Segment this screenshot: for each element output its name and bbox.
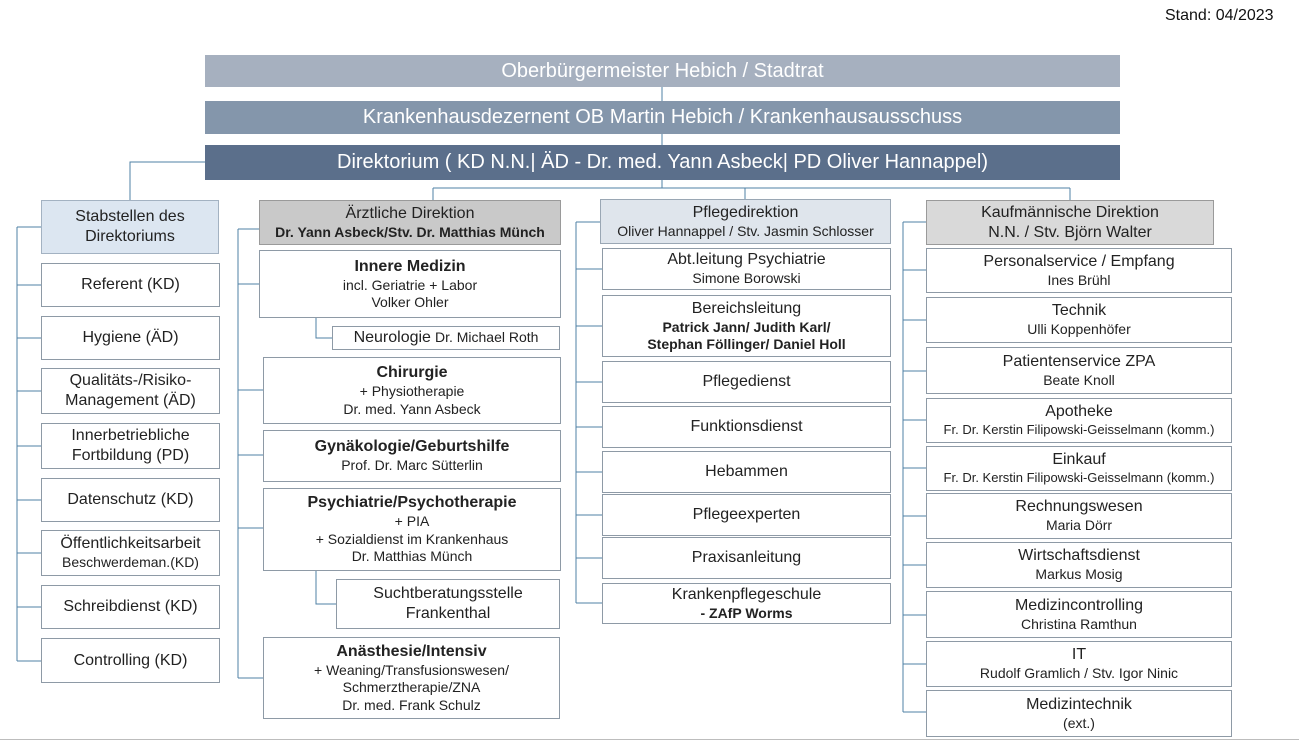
staff-referent — [41, 263, 220, 307]
nursing-midwives — [602, 451, 891, 493]
connector-board-staff — [130, 162, 205, 200]
staff-writing — [41, 585, 220, 629]
staff-item-label: Schreibdienst (KD) — [63, 598, 198, 615]
dept-line: Volker Ohler — [371, 294, 449, 310]
commercial-item-title: Einkauf — [1052, 451, 1106, 469]
dept-line: Suchtberatungsstelle — [373, 585, 523, 602]
dept-neurology — [332, 326, 560, 350]
nursing-header — [600, 199, 891, 244]
dept-title: Gynäkologie/Geburtshilfe — [314, 438, 510, 456]
staff-item-label: Management (ÄD) — [65, 392, 196, 409]
commercial-item-name: (ext.) — [1063, 714, 1095, 731]
dept-line: incl. Geriatrie + Labor — [342, 276, 478, 293]
dept-gynecology — [263, 430, 561, 482]
staff-quality — [41, 368, 220, 414]
commercial-item-title: Patientenservice ZPA — [1002, 352, 1156, 370]
dept-line: + Physiotherapie — [359, 383, 465, 399]
nursing-psychiatry-lead — [602, 248, 891, 290]
staff-header-line: Direktoriums — [85, 228, 175, 245]
staff-hygiene — [41, 316, 220, 360]
staff-item-label: Fortbildung (PD) — [71, 447, 190, 464]
commercial-item-name: Maria Dörr — [1045, 517, 1113, 534]
commercial-item-name: Rudolf Gramlich / Stv. Igor Ninic — [979, 665, 1179, 682]
staff-training — [41, 423, 220, 469]
staff-item-label: Beschwerdeman.(KD) — [62, 554, 199, 571]
nursing-item-name: - ZAfP Worms — [700, 604, 793, 621]
commercial-item-title: Personalservice / Empfang — [983, 252, 1175, 270]
medical-header — [259, 200, 561, 245]
dept-line: Dr. Michael Roth — [434, 329, 539, 346]
nursing-experts — [602, 494, 891, 536]
nursing-item-title: Praxisanleitung — [691, 549, 802, 566]
staff-header — [41, 200, 219, 254]
dept-internal-medicine — [259, 250, 561, 318]
commercial-item-title: Medizintechnik — [1026, 695, 1132, 713]
dept-anesthesia — [263, 637, 560, 719]
commercial-technology — [926, 297, 1232, 343]
connector-neurology — [316, 318, 332, 338]
staff-item-label: Datenschutz (KD) — [67, 491, 194, 508]
dept-line: + Weaning/Transfusionswesen/ — [314, 661, 509, 678]
dept-line: Schmerztherapie/ZNA — [342, 679, 481, 696]
dept-title: Neurologie — [353, 329, 431, 346]
dept-title: Anästhesie/Intensiv — [336, 642, 487, 660]
nursing-item-name: Patrick Jann/ Judith Karl/ — [662, 318, 831, 335]
commercial-medical-controlling — [926, 591, 1232, 638]
nursing-functional-service — [602, 406, 891, 448]
nursing-item-title: Pflegedienst — [702, 373, 791, 390]
commercial-medical-technology — [926, 690, 1232, 737]
dept-line: Dr. Matthias Münch — [351, 548, 473, 565]
commercial-item-name: Fr. Dr. Kerstin Filipowski-Geisselmann (komm.) — [943, 470, 1215, 486]
connector-addiction — [316, 571, 336, 604]
commercial-item-name: Ulli Koppenhöfer — [1027, 321, 1131, 338]
dept-line: + Sozialdienst im Krankenhaus — [315, 530, 509, 547]
commercial-item-title: Wirtschaftsdienst — [1018, 547, 1140, 565]
commercial-item-name: Christina Ramthun — [1021, 615, 1137, 632]
commercial-item-name: Ines Brühl — [1047, 271, 1111, 288]
staff-item-label: Qualitäts-/Risiko- — [69, 372, 192, 389]
medical-title: Ärztliche Direktion — [345, 204, 475, 222]
nursing-item-name: Simone Borowski — [692, 270, 801, 287]
commercial-purchasing — [926, 446, 1232, 491]
nursing-item-title: Bereichsleitung — [691, 299, 802, 317]
staff-item-label: Innerbetriebliche — [71, 427, 190, 444]
commercial-title: Kaufmännische Direktion — [981, 203, 1159, 221]
staff-header-line: Stabstellen des — [75, 208, 185, 225]
dept-surgery — [263, 357, 561, 424]
commercial-item-name: Fr. Dr. Kerstin Filipowski-Geisselmann (komm.) — [943, 422, 1215, 438]
dept-psychiatry — [263, 488, 561, 571]
commercial-item-title: IT — [1071, 646, 1087, 664]
commercial-personnel — [926, 248, 1232, 293]
staff-item-label: Öffentlichkeitsarbeit — [60, 535, 201, 553]
bottom-rule — [0, 739, 1299, 740]
nursing-school — [602, 583, 891, 624]
board-bar: Direktorium ( KD N.N.| ÄD - Dr. med. Yann Asbeck| PD Oliver Hannappel) — [205, 145, 1120, 180]
nursing-item-title: Funktionsdienst — [690, 418, 803, 435]
dept-addiction-counseling — [336, 579, 560, 629]
staff-item-label: Hygiene (ÄD) — [82, 329, 179, 346]
commercial-subtitle: N.N. / Stv. Björn Walter — [988, 223, 1152, 241]
nursing-item-title: Abt.leitung Psychiatrie — [667, 251, 826, 269]
nursing-area-lead — [602, 295, 891, 357]
commercial-item-name: Beate Knoll — [1043, 371, 1115, 388]
dept-title: Innere Medizin — [354, 257, 466, 275]
commercial-item-title: Technik — [1051, 302, 1107, 320]
medical-subtitle: Dr. Yann Asbeck/Stv. Dr. Matthias Münch — [275, 223, 545, 240]
commercial-item-title: Rechnungswesen — [1015, 498, 1143, 516]
dept-line: + PIA — [394, 513, 430, 530]
staff-item-label: Controlling (KD) — [73, 651, 188, 669]
nursing-item-title: Pflegeexperten — [692, 506, 801, 523]
commercial-economic-service — [926, 542, 1232, 588]
commercial-item-title: Apotheke — [1045, 403, 1113, 421]
department-bar: Krankenhausdezernent OB Martin Hebich / Krankenhausausschuss — [205, 101, 1120, 134]
nursing-subtitle: Oliver Hannappel / Stv. Jasmin Schlosser — [617, 222, 874, 239]
commercial-pharmacy — [926, 398, 1232, 443]
nursing-item-title: Hebammen — [705, 463, 788, 480]
mayor-bar: Oberbürgermeister Hebich / Stadtrat — [205, 55, 1120, 87]
nursing-title: Pflegedirektion — [692, 203, 799, 221]
nursing-item-title: Krankenpflegeschule — [671, 585, 822, 603]
commercial-item-name: Markus Mosig — [1035, 566, 1123, 583]
commercial-patient-service — [926, 347, 1232, 394]
dept-title: Chirurgie — [376, 364, 448, 381]
commercial-accounting — [926, 493, 1232, 539]
nursing-care-service — [602, 361, 891, 403]
dept-line: Frankenthal — [405, 605, 491, 622]
dept-line: Dr. med. Yann Asbeck — [343, 400, 481, 417]
commercial-it — [926, 641, 1232, 687]
staff-privacy — [41, 478, 220, 522]
staff-controlling — [41, 638, 220, 683]
nursing-item-name: Stephan Föllinger/ Daniel Holl — [647, 336, 846, 352]
dept-line: Dr. med. Frank Schulz — [342, 696, 481, 713]
stand-date: Stand: 04/2023 — [1165, 7, 1274, 24]
commercial-header — [926, 200, 1214, 245]
staff-item-label: Referent (KD) — [81, 276, 180, 293]
nursing-practical-guidance — [602, 537, 891, 579]
staff-public-relations — [41, 530, 220, 576]
dept-title: Psychiatrie/Psychotherapie — [307, 494, 517, 512]
commercial-item-title: Medizincontrolling — [1014, 596, 1144, 614]
dept-line: Prof. Dr. Marc Sütterlin — [341, 457, 483, 474]
